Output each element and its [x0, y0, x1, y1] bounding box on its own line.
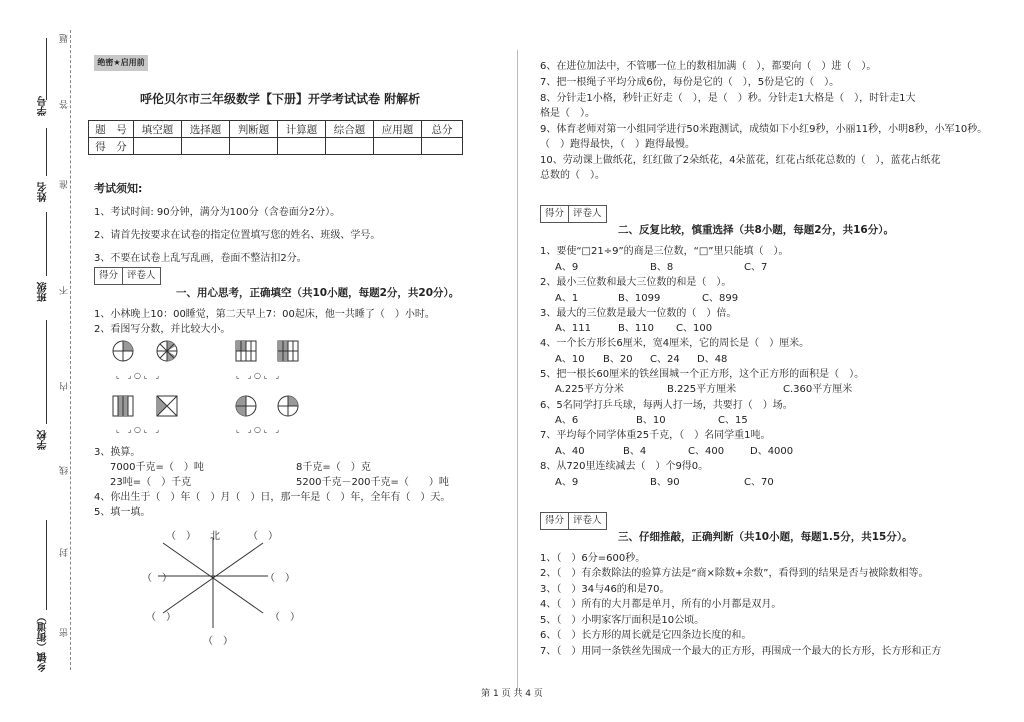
- s2-q3-opt-c[interactable]: C、100: [676, 323, 713, 334]
- s1-q3c: 23吨=（ ）千克: [110, 477, 192, 488]
- compass-blank-s[interactable]: （ ）: [203, 636, 233, 647]
- s2-q8-opt-a[interactable]: A、9: [555, 477, 579, 488]
- section1-heading: 一、用心思考，正确填空（共10小题，每题2分，共20分）。: [176, 287, 460, 299]
- seal-char-3: 准: [60, 180, 70, 189]
- score-header-4: 计算题: [278, 121, 326, 138]
- s1-q7: 7、把一根绳子平均分成6份，每份是它的（ ），5份是它的（ ）。: [540, 77, 840, 88]
- column-divider: [517, 50, 518, 690]
- s3-item-4: 4、（ ）所有的大月都是单月，所有的小月都是双月。: [540, 599, 782, 610]
- s2-q5-opt-c[interactable]: C.360平方厘米: [783, 384, 853, 395]
- s1-q6: 6、在进位加法中，不管哪一位上的数相加满（ ），都要向（ ）进（ ）。: [540, 61, 877, 72]
- grader-box-2: [540, 205, 607, 223]
- s2-q1-opt-a[interactable]: A、9: [555, 262, 579, 273]
- section3-heading: 三、仔细推敲，正确判断（共10小题，每题1.5分，共15分）。: [618, 531, 913, 543]
- grader-score-label: 得分: [95, 268, 123, 284]
- score-header-3: 判断题: [230, 121, 278, 138]
- grader-reviewer-label: 评卷人: [127, 270, 156, 281]
- s1-q8a: 8、分针走1小格，秒针正好走（ ），是（ ）秒。分针走1大格是（ ），时针走1大: [540, 93, 916, 104]
- score-row-label: 得 分: [89, 138, 134, 155]
- s1-q9b: （ ）跑得最快，（ ）跑得最慢。: [540, 139, 695, 150]
- s1-q5: 5、填一填。: [94, 507, 151, 518]
- secret-label: 绝密★启用前: [94, 55, 148, 71]
- s1-q1: 1、小林晚上10：00睡觉，第二天早上7：00起床，他一共睡了（ ）小时。: [94, 309, 435, 320]
- compass-blank-w[interactable]: （ ）: [142, 573, 172, 584]
- s2-q6: 6、5名同学打乒乓球，每两人打一场，共要打（ ）场。: [540, 400, 793, 411]
- s2-q2: 2、最小三位数和最大三位数的和是（ ）。: [540, 277, 732, 288]
- notice-heading: 考试须知:: [94, 182, 143, 195]
- notice-item-3: 3、不要在试卷上乱写乱画，卷面不整洁扣2分。: [94, 253, 307, 264]
- s2-q1-opt-c[interactable]: C、7: [744, 262, 768, 273]
- s1-q4: 4、你出生于（ ）年（ ）月（ ）日，那一年是（ ）年，全年有（ ）天。: [94, 492, 451, 503]
- class-underline: [46, 212, 47, 276]
- s2-q3: 3、最大的三位数是最大一位数的（ ）倍。: [540, 308, 737, 319]
- s1-q8b: 格是（ ）。: [540, 108, 595, 119]
- s2-q4-opt-d[interactable]: D、48: [697, 354, 728, 365]
- s2-q5-opt-b[interactable]: B.225平方厘米: [667, 384, 737, 395]
- seal-char-1: 题: [60, 34, 70, 43]
- s3-item-3: 3、（ ）34与46的和是70。: [540, 584, 670, 595]
- s2-q7: 7、平均每个同学体重25千克，（ ）名同学重1吨。: [540, 430, 771, 441]
- s3-item-2: 2、（ ）有余数除法的验算方法是“商×除数+余数”，看得到的结果是否与被除数相等。: [540, 568, 929, 579]
- grader-box-3: [540, 512, 607, 530]
- name-label: 姓名: [38, 182, 49, 202]
- score-cell[interactable]: [278, 138, 326, 155]
- s2-q3-opt-b[interactable]: B、110: [618, 323, 654, 334]
- score-cell[interactable]: [182, 138, 230, 155]
- school-label: 学校: [38, 430, 49, 450]
- student-id-underline: [46, 38, 47, 100]
- s2-q3-opt-a[interactable]: A、111: [555, 323, 591, 334]
- grader-reviewer-label: 评卷人: [573, 208, 602, 219]
- score-header-6: 应用题: [374, 121, 422, 138]
- s2-q7-opt-a[interactable]: A、40: [555, 446, 585, 457]
- s2-q8: 8、从720里连续减去（ ）个9得0。: [540, 461, 709, 472]
- s2-q8-opt-c[interactable]: C、70: [744, 477, 774, 488]
- s2-q2-opt-a[interactable]: A、1: [555, 293, 579, 304]
- seal-char-7: 封: [60, 548, 70, 557]
- s1-q10b: 总数的（ ）。: [540, 170, 605, 181]
- seal-char-5: 内: [60, 382, 70, 391]
- s2-q6-opt-a[interactable]: A、6: [555, 415, 579, 426]
- s2-q7-opt-d[interactable]: D、4000: [750, 446, 794, 457]
- s2-q1-opt-b[interactable]: B、8: [650, 262, 674, 273]
- s1-q2: 2、看图写分数，并比较大小。: [94, 324, 231, 335]
- s1-q3d: 5200千克－200千克=（ ）吨: [296, 477, 449, 488]
- grader-score-label: 得分: [541, 206, 569, 222]
- student-id-label: 学号: [38, 96, 49, 116]
- notice-item-2: 2、请首先按要求在试卷的指定位置填写您的姓名、班级、学号。: [94, 230, 381, 241]
- s2-q6-opt-b[interactable]: B、10: [636, 415, 666, 426]
- s1-q3: 3、换算。: [94, 447, 141, 458]
- section2-heading: 二、反复比较，慎重选择（共8小题，每题2分，共16分）。: [618, 224, 894, 236]
- seal-char-2: 答: [60, 100, 70, 109]
- score-header-2: 选择题: [182, 121, 230, 138]
- s2-q8-opt-b[interactable]: B、90: [650, 477, 680, 488]
- score-header-7: 总分: [422, 121, 463, 138]
- seal-line: [70, 30, 71, 670]
- score-header-1: 填空题: [134, 121, 182, 138]
- seal-char-4: 不: [60, 286, 70, 295]
- compass-north: 北: [210, 531, 220, 542]
- s2-q5-opt-a[interactable]: A.225平方分米: [555, 384, 624, 395]
- compass-blank-nw[interactable]: （ ）: [166, 531, 196, 542]
- s1-q3a: 7000千克=（ ）吨: [110, 462, 204, 473]
- s1-q9a: 9、体育老师对第一小组同学进行50米跑测试，成绩如下小红9秒，小丽11秒，小明8秒，小军10秒。: [540, 124, 988, 135]
- score-cell[interactable]: [326, 138, 374, 155]
- school-underline: [46, 320, 47, 424]
- score-cell[interactable]: [374, 138, 422, 155]
- township-underline: [46, 520, 47, 610]
- compass-blank-sw[interactable]: （ ）: [146, 612, 176, 623]
- s2-q5: 5、把一根长60厘米的铁丝围城一个正方形，这个正方形的面积是（ ）。: [540, 369, 865, 380]
- score-cell[interactable]: [230, 138, 278, 155]
- s2-q4-opt-b[interactable]: B、20: [603, 354, 633, 365]
- page-title: 呼伦贝尔市三年级数学【下册】开学考试试卷 附解析: [140, 92, 421, 106]
- name-underline: [46, 128, 47, 176]
- s2-q2-opt-c[interactable]: C、899: [702, 293, 739, 304]
- s2-q4-opt-c[interactable]: C、24: [650, 354, 680, 365]
- score-header-5: 综合题: [326, 121, 374, 138]
- page-footer: 第 1 页 共 4 页: [481, 689, 543, 699]
- s3-item-6: 6、（ ）长方形的周长就是它四条边长度的和。: [540, 630, 752, 641]
- score-cell[interactable]: [134, 138, 182, 155]
- s3-item-1: 1、（ ）6分=600秒。: [540, 553, 646, 564]
- s3-item-5: 5、（ ）小明家客厅面积是10公顷。: [540, 615, 705, 626]
- grader-score-label: 得分: [541, 513, 569, 529]
- township-label: 乡镇（街道）: [38, 612, 49, 672]
- compass-blank-ne[interactable]: （ ）: [248, 531, 278, 542]
- s2-q4: 4、一个长方形长6厘米，宽4厘米，它的周长是（ ）厘米。: [540, 338, 810, 349]
- seal-char-8: 密: [60, 628, 70, 637]
- compass-blank-e[interactable]: （ ）: [265, 573, 295, 584]
- compass-blank-se[interactable]: （ ）: [270, 612, 300, 623]
- score-header-0: 题 号: [89, 121, 134, 138]
- notice-item-1: 1、考试时间: 90分钟，满分为100分（含卷面分2分）。: [94, 207, 341, 218]
- s2-q4-opt-a[interactable]: A、10: [555, 354, 585, 365]
- s1-q3b: 8千克=（ ）克: [296, 462, 371, 473]
- seal-char-6: 线: [60, 466, 70, 475]
- s2-q7-opt-b[interactable]: B、4: [623, 446, 647, 457]
- score-cell[interactable]: [422, 138, 463, 155]
- s2-q1: 1、要使“□21÷9”的商是三位数，“□”里只能填（ ）。: [540, 246, 789, 257]
- grader-reviewer-label: 评卷人: [573, 515, 602, 526]
- grader-box-1: [94, 267, 161, 285]
- score-table: [88, 120, 463, 155]
- s2-q2-opt-b[interactable]: B、1099: [618, 293, 661, 304]
- class-label: 班级: [38, 282, 49, 302]
- s2-q6-opt-c[interactable]: C、15: [718, 415, 748, 426]
- s2-q7-opt-c[interactable]: C、400: [688, 446, 725, 457]
- s1-q10a: 10、劳动课上做纸花，红红做了2朵纸花，4朵蓝花，红花占纸花总数的（ ），蓝花占纸花: [540, 155, 941, 166]
- s3-item-7: 7、（ ）用同一条铁丝先围成一个最大的正方形，再围成一个最大的长方形，长方形和正方: [540, 646, 942, 657]
